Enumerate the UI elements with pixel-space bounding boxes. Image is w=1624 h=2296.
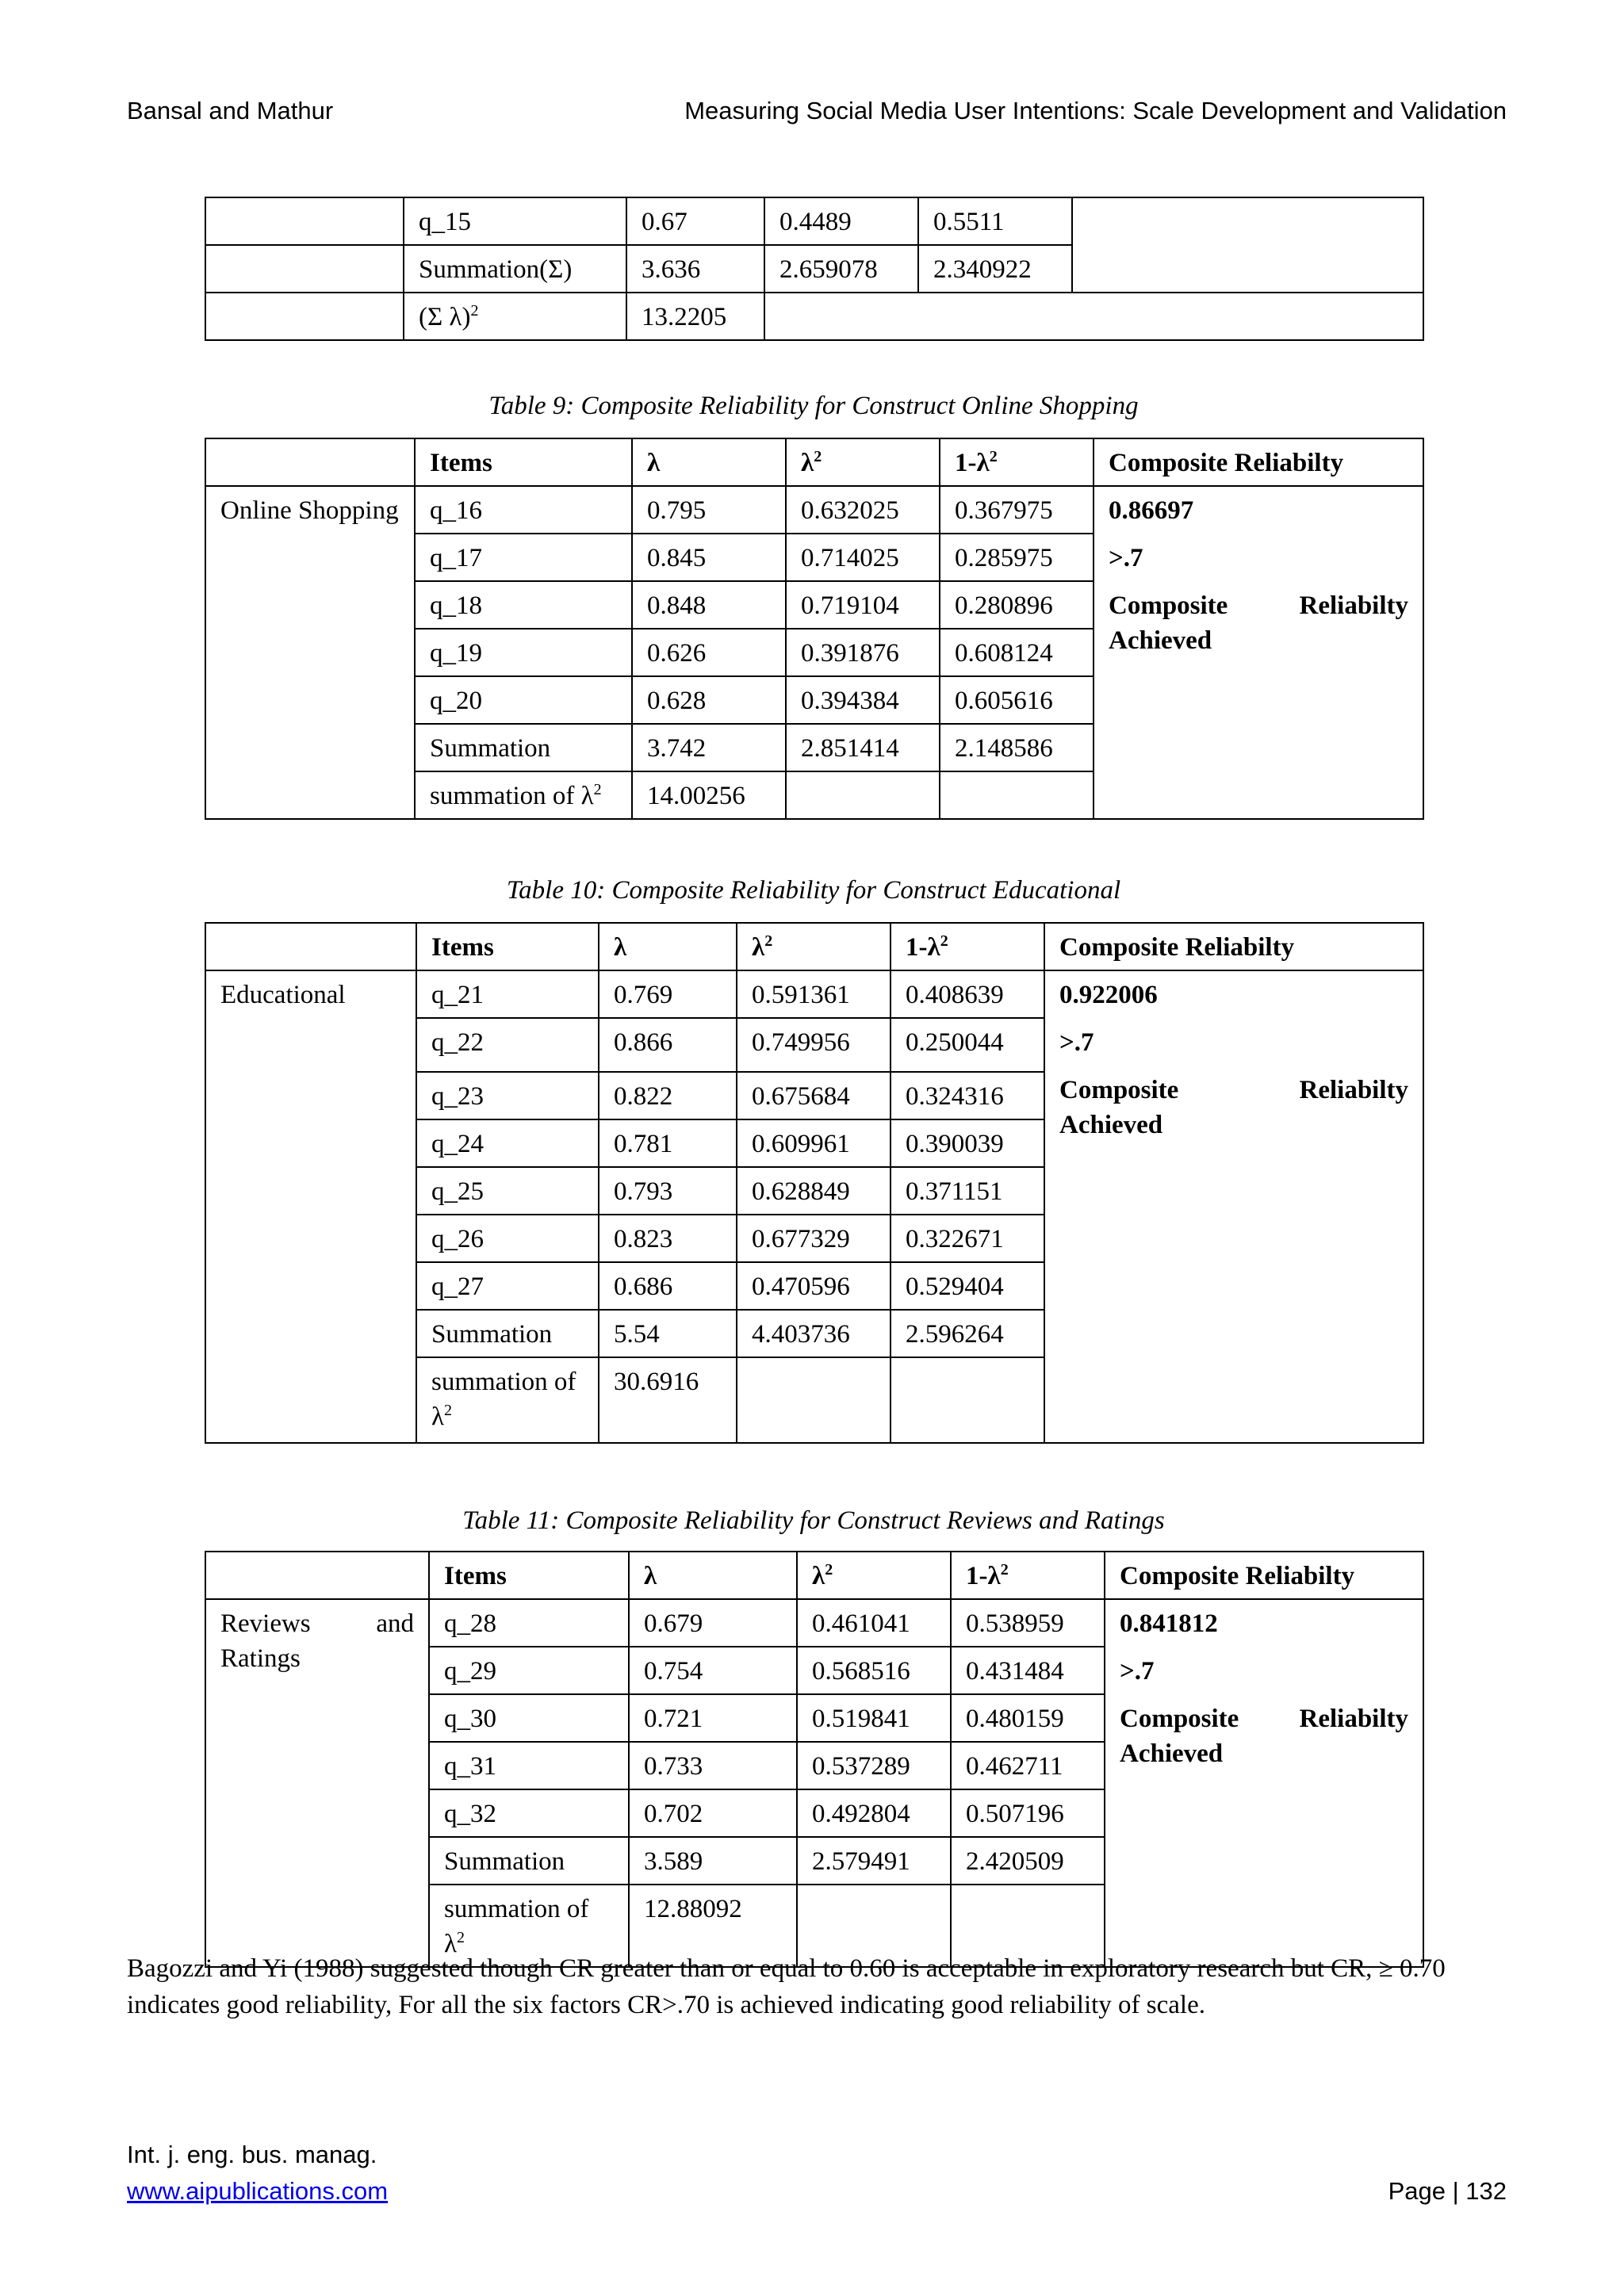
column-header: $1-\lambda^2$ [891,923,1044,970]
construct-name: Online Shopping [205,486,415,819]
table-cell [764,293,1423,340]
cr-value: 0.841812 [1120,1609,1218,1638]
table-cell: q_32 [429,1789,629,1837]
table-cell: 0.795 [632,486,786,534]
table-10-caption: Table 10: Composite Reliability for Construct Educational [506,876,1121,905]
column-header: Items [415,438,632,486]
cr-value: 0.86697 [1109,496,1194,525]
table-cell: 0.609961 [737,1119,891,1167]
table-cell: 0.480159 [951,1694,1105,1742]
cr-result: Achieved [1109,626,1212,655]
table-cell: 0.324316 [891,1072,1044,1119]
table-cell: 0.431484 [951,1647,1105,1694]
cr-value: 0.922006 [1059,981,1158,1009]
table-cell: 3.589 [629,1837,797,1885]
table-cell: 0.679 [629,1599,797,1647]
table-cell: 0.702 [629,1789,797,1837]
table-cell: Summation(Σ) [404,245,626,293]
table-cell: 0.568516 [797,1647,951,1694]
table-cell: 2.851414 [786,724,940,771]
column-header: Items [416,923,599,970]
table-cell: 0.866 [599,1018,737,1072]
table-cell: 0.461041 [797,1599,951,1647]
table-cell [205,293,404,340]
construct-name: Educational [205,970,416,1443]
table-cell [205,438,415,486]
table-cell: summation of $\lambda^2$ [429,1885,629,1967]
table-cell: 0.492804 [797,1789,951,1837]
table-cell: 0.608124 [940,629,1094,676]
journal-name: Int. j. eng. bus. manag. [127,2141,377,2168]
composite-reliability-cell: 0.922006 >.7 Composite Reliabilty Achieved [1044,970,1423,1443]
table-cell: 0.686 [599,1262,737,1310]
table-cell: 0.628 [632,676,786,724]
table-cell: 0.719104 [786,581,940,629]
column-header: λ [599,923,737,970]
table-header-row [205,923,1423,970]
table-row [205,293,1423,340]
table-cell: q_20 [415,676,632,724]
table-cell [891,1357,1044,1443]
table-cell: Summation [415,724,632,771]
table-cell: 0.322671 [891,1215,1044,1262]
table-cell: 0.5511 [918,197,1072,245]
table-row [205,486,1423,534]
header-title: Measuring Social Media User Intentions: Scale Development and Validation [684,97,1507,124]
table-cell: summation of $\lambda^2$ [416,1357,599,1443]
table-cell: 0.749956 [737,1018,891,1072]
column-header: Composite Reliabilty [1105,1552,1423,1599]
table-cell: 5.54 [599,1310,737,1357]
table-cell: 0.4489 [764,197,918,245]
table-cell [786,771,940,819]
table-cell: 0.371151 [891,1167,1044,1215]
table-cell: 0.394384 [786,676,940,724]
table-cell: 0.250044 [891,1018,1044,1072]
page-number: Page | 132 [1388,2177,1507,2205]
column-header: Composite Reliabilty [1044,923,1423,970]
table-cell: 0.848 [632,581,786,629]
table-row [205,197,1423,245]
column-header: Items [429,1552,629,1599]
table-cell: 0.845 [632,534,786,581]
table-row [205,1599,1423,1647]
table-cell: 0.781 [599,1119,737,1167]
table-cell: q_19 [415,629,632,676]
table-cell: 3.636 [626,245,764,293]
table-cell: summation of $\lambda^2$ [415,771,632,819]
table-cell: 0.470596 [737,1262,891,1310]
composite-reliability-cell: 0.841812 >.7 Composite Reliabilty Achieved [1105,1599,1423,1967]
cr-result: Achieved [1059,1111,1163,1139]
column-header: $\lambda^2$ [737,923,891,970]
table-cell: q_17 [415,534,632,581]
table-cell: 0.823 [599,1215,737,1262]
table-cell: 4.403736 [737,1310,891,1357]
table-cell: 0.529404 [891,1262,1044,1310]
table-cell: 0.628849 [737,1167,891,1215]
table-cell: 0.714025 [786,534,940,581]
table-cell: 0.733 [629,1742,797,1789]
column-header: $\lambda^2$ [786,438,940,486]
table-cell: 12.88092 [629,1885,797,1967]
table-10 [205,922,1424,1444]
column-header: λ [632,438,786,486]
column-header: Composite Reliabilty [1094,438,1423,486]
table-cell [940,771,1094,819]
table-cell: q_25 [416,1167,599,1215]
table-cell: 0.537289 [797,1742,951,1789]
table-cell: 0.367975 [940,486,1094,534]
table-cell: 2.340922 [918,245,1072,293]
header-authors: Bansal and Mathur [127,97,334,124]
table-cell: 0.462711 [951,1742,1105,1789]
column-header: $1-\lambda^2$ [951,1552,1105,1599]
column-header: λ [629,1552,797,1599]
table-header-row [205,1552,1423,1599]
table-cell: q_21 [416,970,599,1018]
table-cell: 13.2205 [626,293,764,340]
table-cell: Summation [429,1837,629,1885]
table-row [205,970,1423,1018]
table-cell: 30.6916 [599,1357,737,1443]
table-cell: 0.632025 [786,486,940,534]
table-cell: 0.538959 [951,1599,1105,1647]
table-cell [1072,197,1423,293]
composite-reliability-cell: 0.86697 >.7 Composite Reliabilty Achieved [1094,486,1423,819]
table-cell: 0.754 [629,1647,797,1694]
table-cell: q_16 [415,486,632,534]
table-cell: q_29 [429,1647,629,1694]
table-cell: q_23 [416,1072,599,1119]
column-header: $\lambda^2$ [797,1552,951,1599]
table-cell: q_15 [404,197,626,245]
table-cell: 2.596264 [891,1310,1044,1357]
table-header-row [205,438,1423,486]
table-cell: 0.391876 [786,629,940,676]
table-11 [205,1551,1424,1968]
table-cell: 0.390039 [891,1119,1044,1167]
table-cell: 0.675684 [737,1072,891,1119]
table-cell: 0.285975 [940,534,1094,581]
table-cell: 0.626 [632,629,786,676]
table-cell: Summation [416,1310,599,1357]
table-cell: q_27 [416,1262,599,1310]
table-cell: 0.591361 [737,970,891,1018]
table-cell: q_31 [429,1742,629,1789]
table-cell: (Σ λ)$^2$ [404,293,626,340]
table-cell: 0.769 [599,970,737,1018]
table-cell: 0.519841 [797,1694,951,1742]
table-9 [205,438,1424,820]
cr-result: Achieved [1120,1739,1224,1768]
table-cell: 0.677329 [737,1215,891,1262]
publisher-link[interactable]: www.aipublications.com [127,2177,389,2205]
table-cell: 0.605616 [940,676,1094,724]
table-cell: q_28 [429,1599,629,1647]
table-cell: q_26 [416,1215,599,1262]
cr-threshold: >.7 [1109,544,1143,572]
table-cell: 2.148586 [940,724,1094,771]
table-cell: q_24 [416,1119,599,1167]
cr-threshold: >.7 [1120,1657,1155,1686]
column-header: $1-\lambda^2$ [940,438,1094,486]
table-cell: 0.67 [626,197,764,245]
table-8-continuation [205,197,1424,341]
table-cell: 0.721 [629,1694,797,1742]
table-cell: q_18 [415,581,632,629]
body-paragraph: Bagozzi and Yi (1988) suggested though CR greater than or equal to 0.60 is acceptable in exploratory research but CR, ≥ 0.70 indicates good reliability, For all the six factors CR>.70 is achieved indicating good reliability of scale. [127,1954,1446,2019]
table-cell [205,245,404,293]
table-cell: 2.579491 [797,1837,951,1885]
construct-name: Reviews and Ratings [205,1599,429,1967]
table-cell [205,923,416,970]
table-cell: q_30 [429,1694,629,1742]
table-cell: q_22 [416,1018,599,1072]
table-9-caption: Table 9: Composite Reliability for Construct Online Shopping [488,392,1139,420]
cr-threshold: >.7 [1059,1028,1094,1057]
running-header [127,97,1507,128]
table-cell: 14.00256 [632,771,786,819]
table-cell: 0.822 [599,1072,737,1119]
table-cell: 2.420509 [951,1837,1105,1885]
table-cell [205,1552,429,1599]
table-cell: 0.793 [599,1167,737,1215]
table-cell: 0.507196 [951,1789,1105,1837]
table-11-caption: Table 11: Composite Reliability for Construct Reviews and Ratings [462,1506,1165,1535]
table-cell [205,197,404,245]
table-cell: 3.742 [632,724,786,771]
table-cell: 0.408639 [891,970,1044,1018]
table-cell: 0.280896 [940,581,1094,629]
table-cell [737,1357,891,1443]
table-cell: 2.659078 [764,245,918,293]
